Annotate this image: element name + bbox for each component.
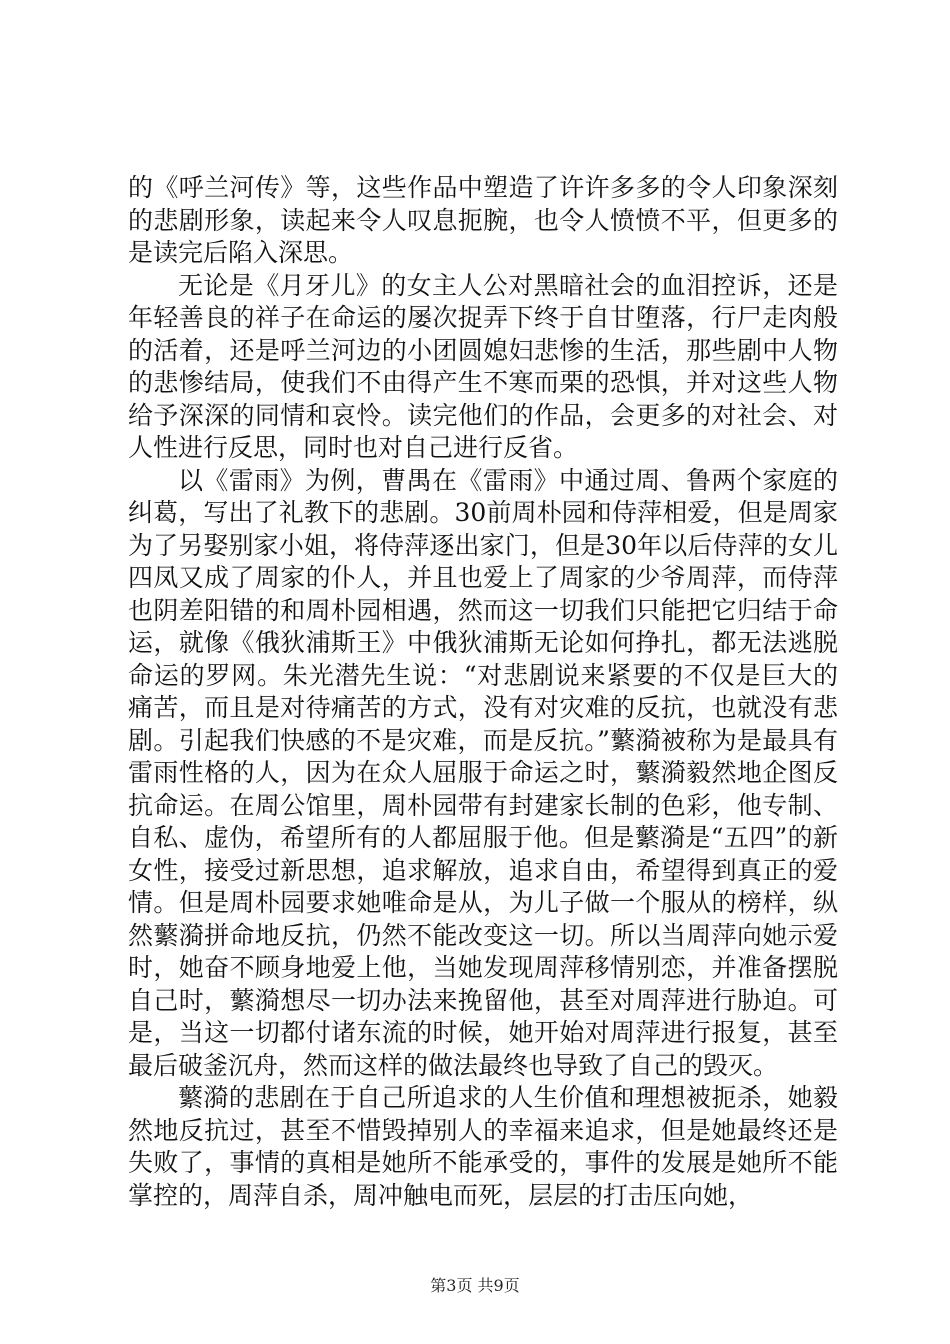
paragraph-2: 无论是《月牙儿》的女主人公对黑暗社会的血泪控诉，还是年轻善良的祥子在命运的屡次捉弄下终于自甘堕落，行尸走肉般的活着，还是呼兰河边的小团圆媳妇悲惨的生活，那些剧中人物的悲惨结局，使我们不由得产生不寒而栗的恐惧，并对这些人物给予深深的同情和哀怜。读完他们的作品，会更多的对社会、对人性进行反思，同时也对自己进行反省。 (128, 270, 838, 462)
paragraph-4: 蘩漪的悲剧在于自己所追求的人生价值和理想被扼杀，她毅然地反抗过，甚至不惜毁掉别人的幸福来追求，但是她最终还是失败了，事情的真相是她所不能承受的，事件的发展是她所不能掌控的，周萍自杀，周冲触电而死，层层的打击压向她， (128, 1083, 838, 1210)
paragraph-1: 的《呼兰河传》等，这些作品中塑造了许许多多的令人印象深刻的悲剧形象，读起来令人叹息扼腕，也令人愤愤不平，但更多的是读完后陷入深思。 (128, 173, 838, 267)
page-number-footer: 第3页 共9页 (430, 1276, 520, 1295)
paragraph-3: 以《雷雨》为例，曹禺在《雷雨》中通过周、鲁两个家庭的纠葛，写出了礼教下的悲剧。30前周朴园和侍萍相爱，但是周家为了另娶别家小姐，将侍萍逐出家门，但是30年以后侍萍的女儿四凤又成了周家的仆人，并且也爱上了周家的少爷周萍，而侍萍也阴差阳错的和周朴园相遇，然而这一切我们只能把它归结于命运，就像《俄狄浦斯王》中俄狄浦斯无论如何挣扎，都无法逃脱命运的罗网。朱光潜先生说：“对悲剧说来紧要的不仅是巨大的痛苦，而且是对待痛苦的方式，没有对灾难的反抗，也就没有悲剧。引起我们快感的不是灾难，而是反抗。”蘩漪被称为是最具有雷雨性格的人，因为在众人屈服于命运之时，蘩漪毅然地企图反抗命运。在周公馆里，周朴园带有封建家长制的色彩，他专制、自私、虚伪，希望所有的人都屈服于他。但是蘩漪是“五四”的新女性，接受过新思想，追求解放，追求自由，希望得到真正的爱情。但是周朴园要求她唯命是从，为儿子做一个服从的榜样，纵然蘩漪拼命地反抗，仍然不能改变这一切。所以当周萍向她示爱时，她奋不顾身地爱上他，当她发现周萍移情别恋，并准备摆脱自己时，蘩漪想尽一切办法来挽留他，甚至对周萍进行胁迫。可是，当这一切都付诸东流的时候，她开始对周萍进行报复，甚至最后破釜沉舟，然而这样的做法最终也导致了自己的毁灭。 (128, 465, 838, 1080)
document-body (128, 172, 838, 1212)
